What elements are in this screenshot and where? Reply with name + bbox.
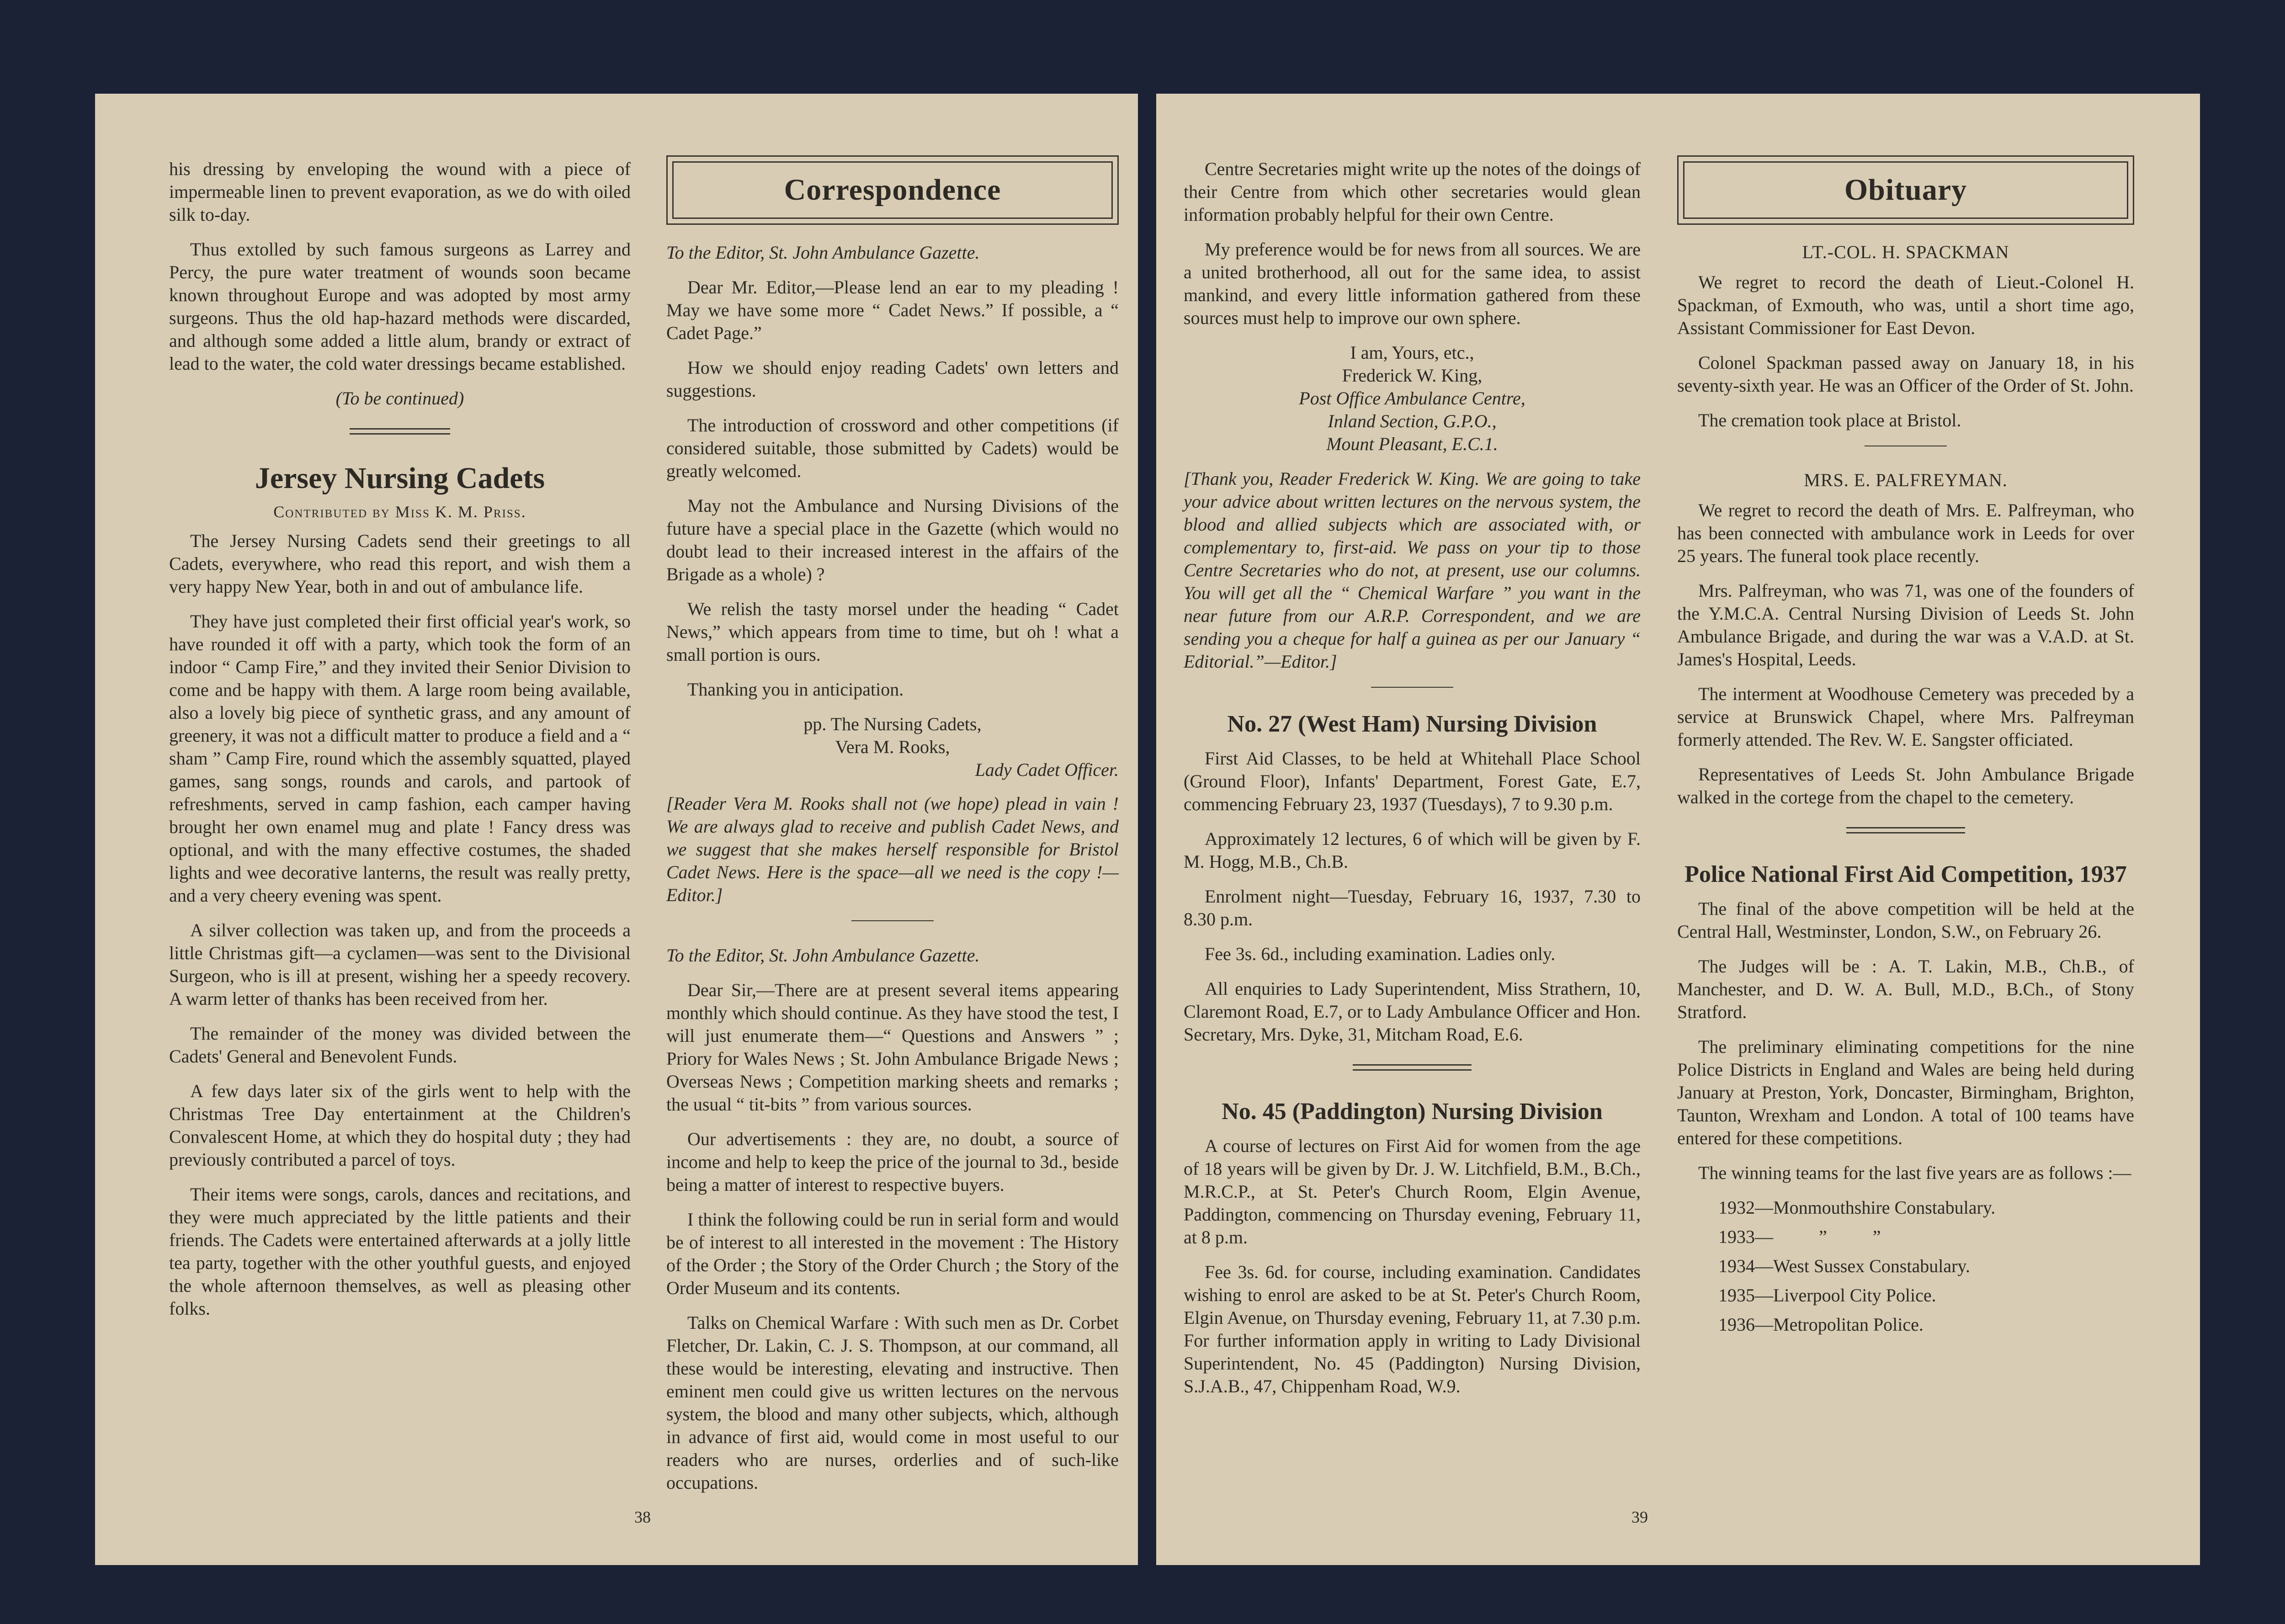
letter-paragraph: I think the following could be run in serial form and would be of interest to all interested in the movement : The History of the Order ; the Story of the Order Church ; the Story of the Order Museum and its contents. xyxy=(666,1209,1119,1298)
division-paragraph: First Aid Classes, to be held at Whitehall Place School (Ground Floor), Infants' Department, Forest Gate, E.7, commencing February 23, 1937 (Tuesdays), 7 to 9.30 p.m. xyxy=(1184,748,1641,814)
letter-paragraph: The introduction of crossword and other competitions (if considered suitable, those submitted by Cadets) would be greatly welcomed. xyxy=(666,415,1119,481)
division-paragraph: Fee 3s. 6d. for course, including examination. Candidates wishing to enrol are asked to be at St. Peter's Church Room, Elgin Avenue, on Thursday evening, February 11, at 7.30 p.m. For further information apply in writing to Lady Divisional Superintendent, No. 45 (Paddington) Nursing Division, S.J.A.B., 47, Chippenham Road, W.9. xyxy=(1184,1262,1641,1396)
letter-signature: Mount Pleasant, E.C.1. xyxy=(1326,434,1498,454)
division-paragraph: A course of lectures on First Aid for women from the age of 18 years will be given by Dr. J. W. Litchfield, B.M., B.Ch., M.R.C.P., at St. Peter's Church Room, Elgin Avenue, Paddington, commencing on Thursday evening, February 11, at 8 p.m. xyxy=(1184,1136,1641,1247)
obituary-paragraph: Colonel Spackman passed away on January 18, in his seventy-sixth year. He was an Officer of the Order of St. John. xyxy=(1677,352,2134,396)
division-paragraph: Approximately 12 lectures, 6 of which will be given by F. M. Hogg, M.B., Ch.B. xyxy=(1184,828,1641,872)
police-paragraph: The winning teams for the last five years are as follows :— xyxy=(1698,1162,2131,1183)
letter-address: To the Editor, St. John Ambulance Gazette. xyxy=(666,945,980,966)
letter-paragraph: Dear Mr. Editor,—Please lend an ear to my pleading ! May we have some more “ Cadet News.” If possible, a “ Cadet Page.” xyxy=(666,277,1119,343)
letter-paragraph: Dear Sir,—There are at present several items appearing monthly which should continue. As they have stood the test, I will just enumerate them—“ Questions and Answers ” ; Priory for Wales News ; St. John Ambulance Brigade News ; Overseas News ; Competition marking sheets and remarks ; the usual “ tit-bits ” from various sources. xyxy=(666,980,1119,1115)
page-number: 38 xyxy=(634,1508,651,1526)
editor-reply: [Thank you, Reader Frederick W. King. We are going to take your advice about written lectures on the nervous system, the blood and allied subjects which are associated with, or complementary to, first-aid. We pass on your tip to those Centre Secretaries who do not, at present, use our columns. You will get all the “ Chemical Warfare ” you want in the near future from our A.R.P. Correspondent, and we are sending you a cheque for half a guinea as per our January “ Editorial.”—Editor.] xyxy=(1184,468,1641,672)
police-competition-title: Police National First Aid Competition, 1937 xyxy=(1685,861,2127,887)
letter-paragraph: May not the Ambulance and Nursing Divisions of the future have a special place in the Gazette (which would no doubt lead to their increased interest in the affairs of the Brigade as a whole) ? xyxy=(666,495,1119,584)
single-rule xyxy=(851,920,934,921)
police-paragraph: The Judges will be : A. T. Lakin, M.B., Ch.B., of Manchester, and D. W. A. Bull, M.D., B.Ch., of Stony Stratford. xyxy=(1677,956,2134,1022)
letter-paragraph: My preference would be for news from all sources. We are a united brotherhood, all out for the same idea, to assist mankind, and every little information gathered from these sources must help to improve our own sphere. xyxy=(1184,239,1641,328)
obituary-heading-box xyxy=(1677,155,2134,225)
letter-paragraph: How we should enjoy reading Cadets' own letters and suggestions. xyxy=(666,357,1119,401)
division-paragraph: Fee 3s. 6d., including examination. Ladies only. xyxy=(1205,944,1556,964)
article-paragraph: Their items were songs, carols, dances and recitations, and they were much appreciated by the little patients and their friends. The Cadets were entertained afterwards at a jolly little tea party, together with the other youthful guests, and enjoyed the whole afternoon themselves, as well as pleasing other folks. xyxy=(169,1184,631,1319)
letter-signature: Vera M. Rooks, xyxy=(835,737,950,757)
obituary-paragraph: Representatives of Leeds St. John Ambulance Brigade walked in the cortege from the chapel to the cemetery. xyxy=(1677,764,2134,807)
right-column-1 xyxy=(1184,158,1641,1410)
correspondence-heading: Correspondence xyxy=(672,161,1113,219)
letter-signature: Inland Section, G.P.O., xyxy=(1328,411,1497,431)
single-rule xyxy=(1371,687,1453,688)
editor-reply: [Reader Vera M. Rooks shall not (we hope) plead in vain ! We are always glad to receive and publish Cadet News, and we suggest that she makes herself responsible for Bristol Cadet News. Here is the space—all we need is the copy !—Editor.] xyxy=(666,793,1119,905)
division-45-title: No. 45 (Paddington) Nursing Division xyxy=(1222,1099,1603,1125)
police-paragraph: The final of the above competition will be held at the Central Hall, Westminster, London, S.W., on February 26. xyxy=(1677,898,2134,942)
division-27-title: No. 27 (West Ham) Nursing Division xyxy=(1227,711,1597,737)
winner-list-item: 1934—West Sussex Constabulary. xyxy=(1718,1256,1970,1276)
byline: Contributed by Miss K. M. Priss. xyxy=(273,503,526,521)
letter-signature: Lady Cadet Officer. xyxy=(975,759,1119,780)
article-paragraph: They have just completed their first official year's work, so have rounded it off with a party, which took the form of an indoor “ Camp Fire,” and they invited their Senior Division to come and be happy with them. A large room being available, also a lovely big piece of synthetic grass, and any amount of greenery, it was not a difficult matter to produce a field and a “ sham ” Camp Fire, round which the assembly squatted, played games, sang songs, rounds and carols, and partook of refreshments, served in camp fashion, each camper having brought her own enamel mug and plate ! Fancy dress was optional, and with the many effective costumes, the shaded lights and wee decorative lanterns, the result was really pretty, and a very cheery evening was spent. xyxy=(169,611,631,906)
obituary-heading: Obituary xyxy=(1683,161,2128,219)
division-paragraph: All enquiries to Lady Superintendent, Miss Strathern, 10, Claremont Road, E.7, or to Lady Ambulance Officer and Hon. Secretary, Mrs. Dyke, 31, Mitcham Road, E.6. xyxy=(1184,978,1641,1045)
obituary-paragraph: We regret to record the death of Lieut.-Colonel H. Spackman, of Exmouth, who was, until a short time ago, Assistant Commissioner for East Devon. xyxy=(1677,272,2134,338)
letter-signature: Post Office Ambulance Centre, xyxy=(1299,388,1525,409)
left-column-1 xyxy=(169,158,631,1332)
obituary-paragraph: The interment at Woodhouse Cemetery was preceded by a service at Brunswick Chapel, where Mrs. Palfreyman formerly attended. The Rev. W. E. Sangster officiated. xyxy=(1677,684,2134,750)
obituary-paragraph: The cremation took place at Bristol. xyxy=(1698,410,1961,430)
obituary-paragraph: We regret to record the death of Mrs. E. Palfreyman, who has been connected with ambulance work in Leeds for over 25 years. The funeral took place recently. xyxy=(1677,500,2134,566)
letter-paragraph: Talks on Chemical Warfare : With such men as Dr. Corbet Fletcher, Dr. Lakin, C. J. S. Thompson, at our command, all these would be interesting, elevating and instructive. Then eminent men could give us written lectures on the nervous system, the blood and many other subjects, which, although in advance of first aid, would come in most useful to our readers who are nurses, orderlies and of such-like occupations. xyxy=(666,1312,1119,1493)
winner-list-item: 1935—Liverpool City Police. xyxy=(1718,1285,1936,1306)
intro-paragraph: Thus extolled by such famous surgeons as Larrey and Percy, the pure water treatment of wounds soon became known throughout Europe and was adopted by most army surgeons. Thus the old hap-hazard methods were discarded, and although some added a little alum, brandy or extract of lead to the water, the cold water dressings became established. xyxy=(169,239,631,374)
left-page xyxy=(95,94,1138,1565)
winner-list-item: 1932—Monmouthshire Constabulary. xyxy=(1718,1197,1996,1218)
letter-closing: Thanking you in anticipation. xyxy=(687,679,904,700)
winner-list-item: 1933— ” ” xyxy=(1718,1226,1881,1247)
letter-signature: I am, Yours, etc., xyxy=(1350,342,1474,363)
to-be-continued: (To be continued) xyxy=(335,388,464,409)
article-paragraph: The Jersey Nursing Cadets send their greetings to all Cadets, everywhere, who read this report, and wish them a very happy New Year, both in and out of ambulance life. xyxy=(169,531,631,597)
left-column-2 xyxy=(666,155,1119,1506)
article-paragraph: The remainder of the money was divided between the Cadets' General and Benevolent Funds. xyxy=(169,1023,631,1067)
obituary-paragraph: Mrs. Palfreyman, who was 71, was one of the founders of the Y.M.C.A. Central Nursing Division of Leeds St. John Ambulance Brigade, and during the war was a V.A.D. at St. James's Hospital, Leeds. xyxy=(1677,580,2134,669)
winner-list-item: 1936—Metropolitan Police. xyxy=(1718,1314,1924,1335)
police-paragraph: The preliminary eliminating competitions for the nine Police Districts in England and Wales are being held during January at Preston, York, Doncaster, Birmingham, Brighton, Taunton, Wrexham and London. A total of 100 teams have entered for these competitions. xyxy=(1677,1036,2134,1148)
page-number: 39 xyxy=(1631,1508,1648,1526)
obituary-name: LT.-COL. H. SPACKMAN xyxy=(1802,242,2009,262)
intro-paragraph: his dressing by enveloping the wound with a piece of impermeable linen to prevent evaporation, as we do with oiled silk to-day. xyxy=(169,159,631,225)
letter-paragraph: Centre Secretaries might write up the notes of the doings of their Centre from which other secretaries would glean information probably helpful for their own Centre. xyxy=(1184,159,1641,225)
right-column-2 xyxy=(1677,155,2134,1343)
double-rule xyxy=(1846,827,1965,833)
double-rule xyxy=(1353,1064,1472,1071)
right-page xyxy=(1156,94,2200,1565)
division-paragraph: Enrolment night—Tuesday, February 16, 1937, 7.30 to 8.30 p.m. xyxy=(1184,886,1641,929)
letter-signature: Frederick W. King, xyxy=(1342,365,1483,386)
article-paragraph: A few days later six of the girls went to help with the Christmas Tree Day entertainment at the Children's Convalescent Home, at which they do hospital duty ; they had previously contributed a parcel of toys. xyxy=(169,1081,631,1170)
obituary-name: MRS. E. PALFREYMAN. xyxy=(1804,470,2008,490)
letter-paragraph: Our advertisements : they are, no doubt, a source of income and help to keep the price of the journal to 3d., beside being a matter of interest to respective buyers. xyxy=(666,1129,1119,1195)
article-paragraph: A silver collection was taken up, and from the proceeds a little Christmas gift—a cyclamen—was sent to the Divisional Surgeon, who is ill at present, wishing her a speedy recovery. A warm letter of thanks has been received from her. xyxy=(169,920,631,1009)
double-rule xyxy=(350,428,450,435)
letter-paragraph: We relish the tasty morsel under the heading “ Cadet News,” which appears from time to time, but oh ! what a small portion is ours. xyxy=(666,599,1119,665)
letter-signature: pp. The Nursing Cadets, xyxy=(803,714,982,734)
article-title: Jersey Nursing Cadets xyxy=(255,462,545,495)
letter-address: To the Editor, St. John Ambulance Gazette. xyxy=(666,242,980,263)
correspondence-heading-box xyxy=(666,155,1119,225)
